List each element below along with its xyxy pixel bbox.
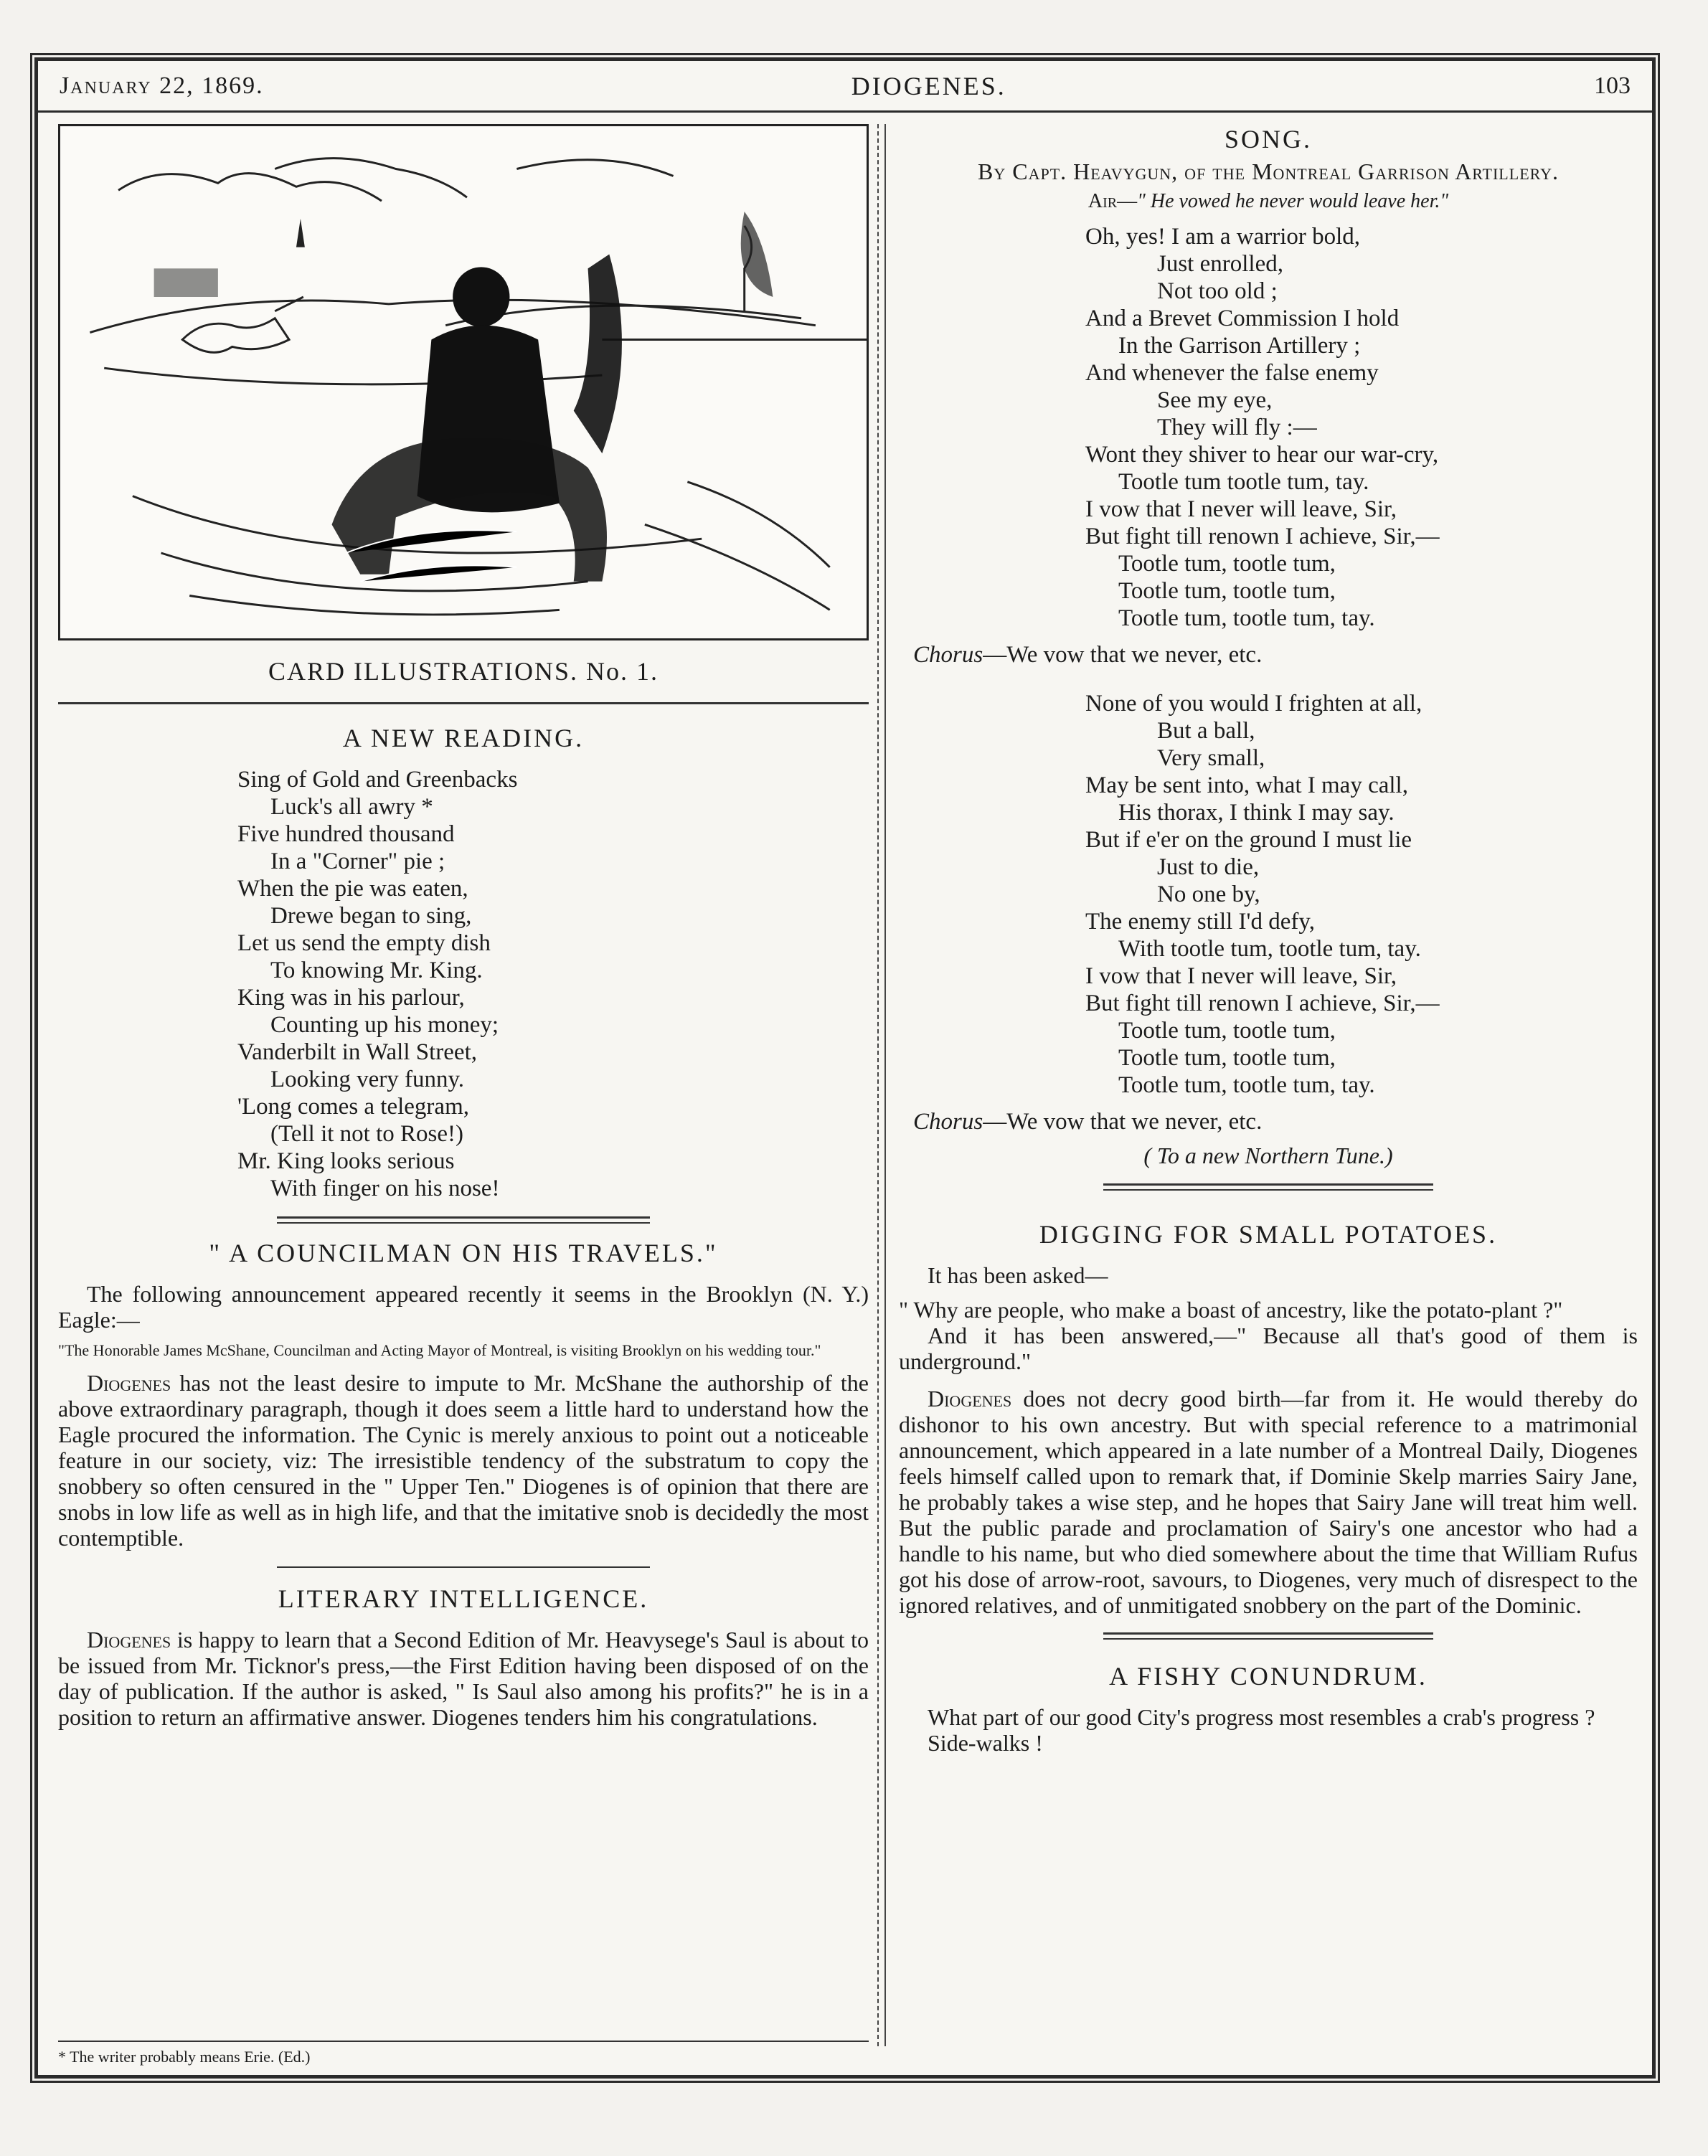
potatoes-text: does not decry good birth—far from it. He would thereby do dishonor to his own ancestry. But with special reference to a matrimonial announcement, which appeared in a late number of a Montreal Daily, Diogenes feels himself called upon to remark that, if Dominie Skelp marries Sairy Jane, he probably takes a wise step, and he hopes that Sairy Jane will treat him well. But the public parade and proclamation of Sairy's one ancestor who had a handle to his name, but who died somewhere about the time that William Rufus got his dose of arrow-root, savours, to Diogenes, very much of disrespect to the ignored relatives, and of unmitigated snobbery on the part of the Dominic. (899, 1386, 1638, 1618)
poem-line: But fight till renown I achieve, Sir,— (1085, 524, 1440, 549)
literary-text: is happy to learn that a Second Edition of Mr. Heavysege's Saul is about to be issued from Mr. Ticknor's press,—the First Edition having been disposed of on the day of publication. If the author is asked, " Is Saul also among his profits?" he is in a position to return an affirmative answer. Diogenes tenders him his congratulations. (58, 1627, 869, 1730)
poem-line: Tootle tum, tootle tum, tay. (1118, 605, 1375, 631)
poem-line: Tootle tum, tootle tum, (1118, 1018, 1336, 1044)
song-tune: ( To a new Northern Tune.) (1143, 1143, 1393, 1168)
song-title: SONG. (1224, 125, 1312, 153)
poem-line: And a Brevet Commission I hold (1085, 306, 1400, 331)
potatoes-title: DIGGING FOR SMALL POTATOES. (1039, 1220, 1498, 1249)
song-chorus-2 (913, 1109, 1638, 1135)
conundrum-answer: Side-walks ! (928, 1730, 1043, 1756)
poem-line: Very small, (1157, 745, 1265, 771)
illustration-caption: CARD ILLUSTRATIONS. No. 1. (268, 657, 659, 686)
potatoes-p4 (899, 1386, 1638, 1618)
air-title: " He vowed he never would leave her." (1137, 190, 1449, 212)
song-stanza-1 (899, 223, 1638, 632)
councilman-lead: Diogenes (87, 1370, 171, 1396)
councilman-quote: "The Honorable James McShane, Councilman and Acting Mayor of Montreal, is visiting Brooklyn on his wedding tour." (58, 1341, 821, 1359)
poem-line: His thorax, I think I may say. (1118, 800, 1395, 826)
potatoes-p3: And it has been answered,—" Because all that's good of them is underground." (899, 1323, 1638, 1374)
air-label: Air— (1087, 190, 1138, 212)
issue-date: January 22, 1869. (60, 72, 264, 99)
poem-line: No one by, (1157, 881, 1260, 907)
poem-line: Vanderbilt in Wall Street, (237, 1039, 477, 1065)
right-column (899, 124, 1638, 2066)
poem-line: Sing of Gold and Greenbacks (237, 767, 518, 793)
poem-line: Looking very funny. (270, 1067, 465, 1092)
poem-line: (Tell it not to Rose!) (270, 1121, 463, 1147)
card-illustration (58, 124, 869, 640)
poem-line: When the pie was eaten, (237, 876, 468, 902)
horse-and-rider-icon (60, 126, 867, 638)
poem-line: Oh, yes! I am a warrior bold, (1085, 224, 1361, 250)
poem-line: The enemy still I'd defy, (1085, 909, 1315, 935)
column-divider (877, 124, 879, 2046)
literary-lead: Diogenes (87, 1627, 171, 1653)
left-column (58, 124, 869, 2066)
poem-line: Just to die, (1157, 854, 1260, 880)
poem-line: In the Garrison Artillery ; (1118, 333, 1361, 359)
poem-line: But a ball, (1157, 718, 1255, 744)
poem-line: See my eye, (1157, 387, 1273, 413)
poem-line: To knowing Mr. King. (270, 958, 483, 983)
poem-line: Drewe began to sing, (270, 903, 472, 929)
section-rule (1103, 1183, 1433, 1191)
poem-line: And whenever the false enemy (1085, 360, 1379, 386)
new-reading-poem (58, 766, 869, 1202)
masthead (38, 61, 1652, 113)
poem-line: Tootle tum tootle tum, tay. (1118, 469, 1369, 495)
poem-line: May be sent into, what I may call, (1085, 772, 1408, 798)
conundrum-title: A FISHY CONUNDRUM. (1109, 1662, 1428, 1691)
councilman-text: has not the least desire to impute to Mr. McShane the authorship of the above extraordinary paragraph, though it does seem a little hard to understand how the Eagle procured the information. The Cynic is merely anxious to point out a noticeable feature in our society, viz: The irresistible tendency of the substratum to copy the snobbery so often censured in the " Upper Ten." Diogenes is of opinion that there are snobs in low life as well as in high life, and that the imitative snob is decidedly the most contemptible. (58, 1370, 869, 1551)
section-rule (277, 1216, 650, 1224)
song-stanza-2 (899, 690, 1638, 1099)
poem-line: In a "Corner" pie ; (270, 848, 445, 874)
poem-line: Mr. King looks serious (237, 1148, 455, 1174)
councilman-body (58, 1370, 869, 1551)
section-rule (1103, 1632, 1433, 1640)
poem-line: 'Long comes a telegram, (237, 1094, 469, 1120)
song-chorus-1 (913, 642, 1638, 668)
councilman-title: " A COUNCILMAN ON HIS TRAVELS." (209, 1239, 718, 1267)
potatoes-p1: It has been asked— (928, 1262, 1108, 1288)
paper-title: DIOGENES. (851, 71, 1006, 100)
potatoes-p2: " Why are people, who make a boast of ancestry, like the potato-plant ?" (899, 1297, 1563, 1323)
poem-line: Let us send the empty dish (237, 930, 491, 956)
councilman-intro: The following announcement appeared recently it seems in the Brooklyn (N. Y.) Eagle:— (58, 1281, 869, 1333)
page-number: 103 (1594, 72, 1631, 99)
poem-line: Not too old ; (1157, 278, 1278, 304)
poem-line: Tootle tum, tootle tum, (1118, 1045, 1336, 1071)
literary-body (58, 1627, 869, 1730)
poem-line: I vow that I never will leave, Sir, (1085, 496, 1397, 522)
song-byline: By Capt. Heavygun, of the Montreal Garrison Artillery. (978, 159, 1559, 184)
section-rule (277, 1566, 650, 1568)
new-reading-title: A NEW READING. (342, 724, 585, 752)
poem-line: King was in his parlour, (237, 985, 465, 1011)
conundrum-question: What part of our good City's progress most resembles a crab's progress ? (928, 1704, 1595, 1730)
poem-line: Tootle tum, tootle tum, tay. (1118, 1072, 1375, 1098)
poem-line: They will fly :— (1157, 415, 1317, 440)
poem-line: Just enrolled, (1157, 251, 1283, 277)
poem-line: Five hundred thousand (237, 821, 455, 847)
poem-line: Tootle tum, tootle tum, (1118, 551, 1336, 577)
poem-line: I vow that I never will leave, Sir, (1085, 963, 1397, 989)
poem-line: Counting up his money; (270, 1012, 499, 1038)
chorus-label: Chorus (913, 642, 983, 668)
poem-line: None of you would I frighten at all, (1085, 691, 1422, 717)
poem-line: But if e'er on the ground I must lie (1085, 827, 1412, 853)
footnote: * The writer probably means Erie. (Ed.) (58, 2041, 869, 2066)
section-divider (58, 702, 869, 704)
chorus-label: Chorus (913, 1109, 983, 1135)
literary-title: LITERARY INTELLIGENCE. (278, 1584, 649, 1613)
newspaper-page (34, 57, 1656, 2079)
poem-line: With finger on his nose! (270, 1176, 500, 1201)
potatoes-lead: Diogenes (928, 1386, 1012, 1412)
chorus-text: —We vow that we never, etc. (983, 642, 1263, 668)
chorus-text: —We vow that we never, etc. (983, 1109, 1263, 1135)
song-air (899, 190, 1638, 213)
poem-line: Luck's all awry * (270, 794, 433, 820)
poem-line: With tootle tum, tootle tum, tay. (1118, 936, 1421, 962)
poem-line: Wont they shiver to hear our war-cry, (1085, 442, 1439, 468)
poem-line: Tootle tum, tootle tum, (1118, 578, 1336, 604)
poem-line: But fight till renown I achieve, Sir,— (1085, 990, 1440, 1016)
column-divider (884, 124, 886, 2046)
